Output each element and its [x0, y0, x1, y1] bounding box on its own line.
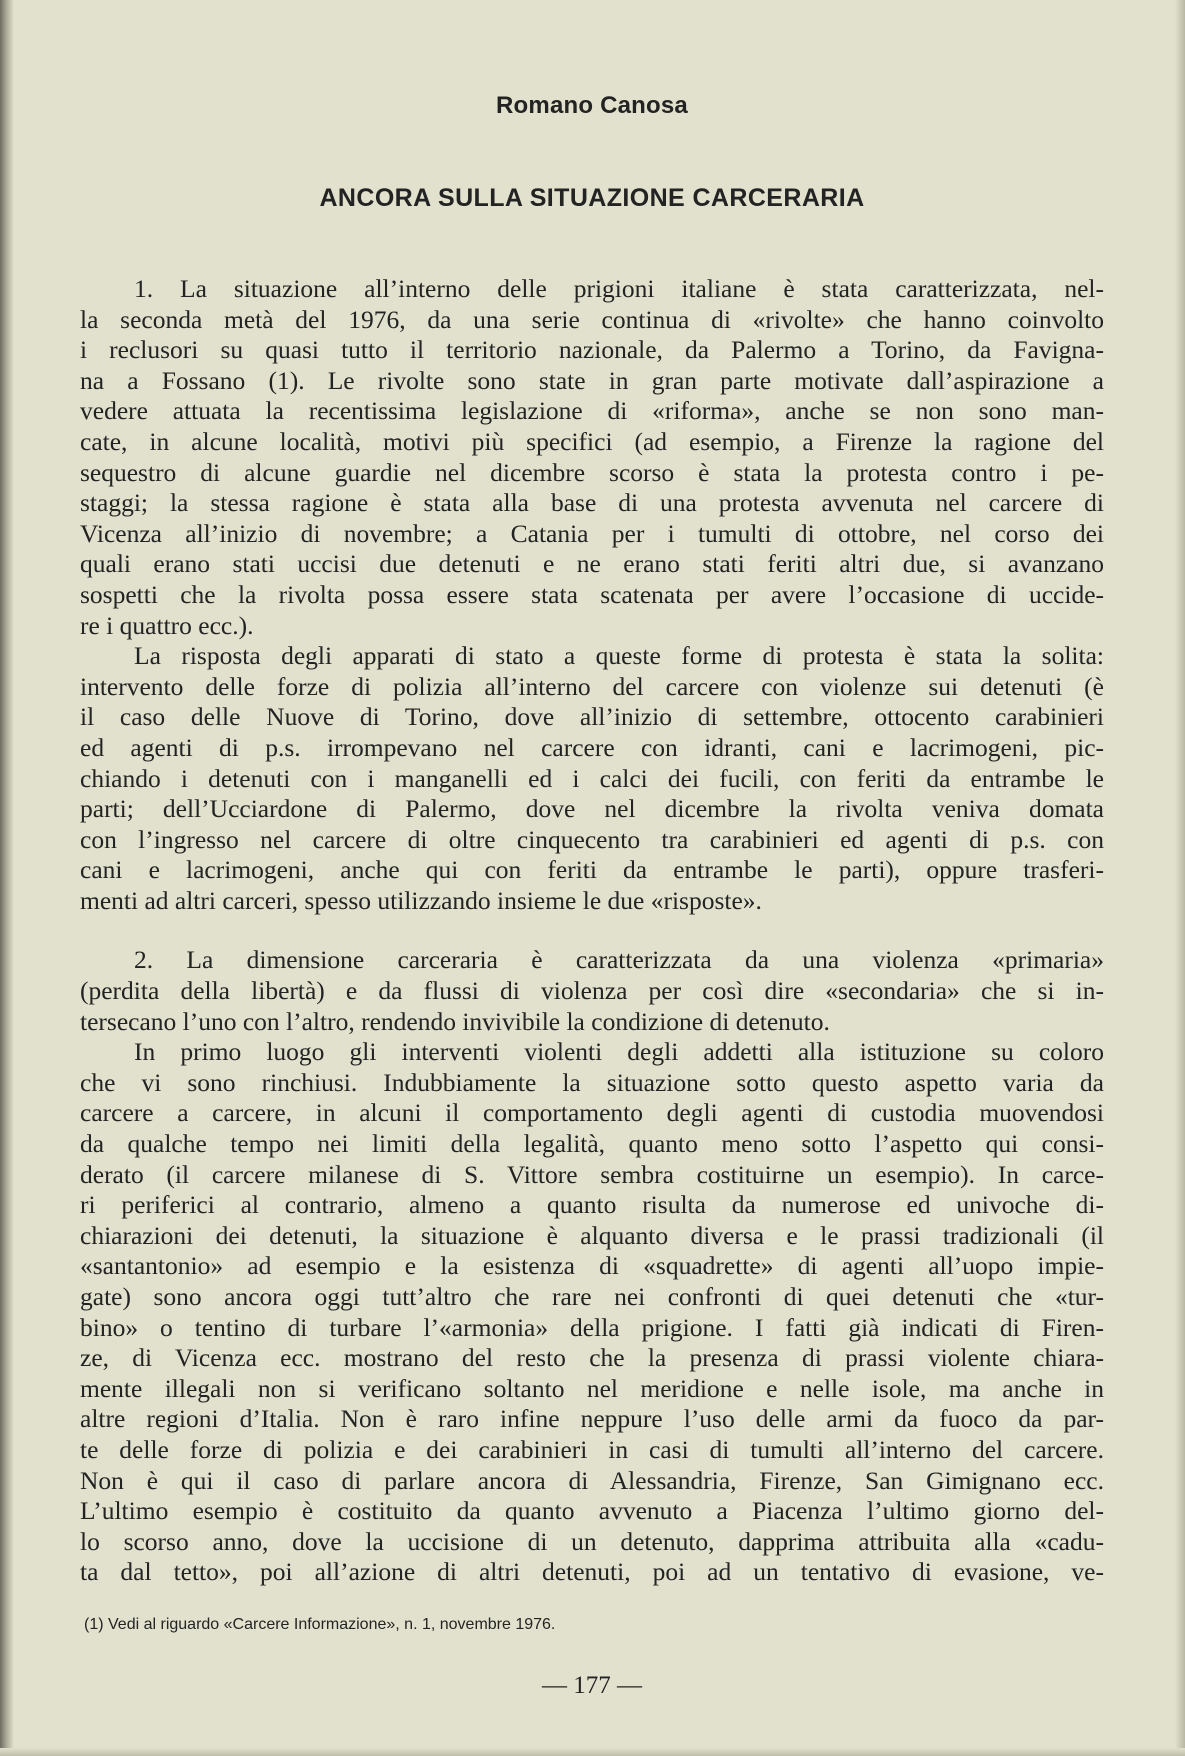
text-line: La risposta degli apparati di stato a queste forme di protesta è stata la solita:: [134, 641, 1104, 671]
footnote: (1) Vedi al riguardo «Carcere Informazione», n. 1, novembre 1976.: [84, 1616, 556, 1633]
text-line: sequestro di alcune guardie nel dicembre scorso è stata la protesta contro i pe-: [80, 457, 1104, 487]
text-line: che vi sono rinchiusi. Indubbiamente la situazione sotto questo aspetto varia da: [80, 1067, 1104, 1097]
text-line: mente illegali non si verificano soltanto nel meridione e nelle isole, ma anche in: [80, 1373, 1104, 1403]
page-number: — 177 —: [542, 1672, 642, 1699]
scan-edge-right: [1175, 0, 1185, 1756]
text-line: 1. La situazione all’interno delle prigioni italiane è stata caratterizzata, nel-: [134, 274, 1104, 303]
text-line: re i quattro ecc.).: [80, 610, 254, 640]
text-line: i reclusori su quasi tutto il territorio nazionale, da Palermo a Torino, da Favigna-: [80, 335, 1104, 365]
scan-edge-left: [0, 0, 14, 1756]
text-line: ri periferici al contrario, almeno a quanto risulta da numerose ed univoche di-: [80, 1190, 1104, 1220]
text-line: L’ultimo esempio è costituito da quanto avvenuto a Piacenza l’ultimo giorno del-: [80, 1496, 1104, 1526]
paragraph-3: [80, 945, 1104, 1037]
text-line: bino» o tentino di turbare l’«armonia» della prigione. I fatti già indicati di Firen-: [80, 1312, 1104, 1342]
text-line: In primo luogo gli interventi violenti degli addetti alla istituzione su coloro: [134, 1037, 1104, 1067]
paragraph-2: [80, 641, 1104, 916]
text-line: cani e lacrimogeni, anche qui con feriti da entrambe le parti), oppure trasferi-: [80, 855, 1104, 885]
text-line: intervento delle forze di polizia all’interno del carcere con violenze sui detenuti (è: [80, 671, 1104, 701]
text-line: 2. La dimensione carceraria è caratterizzata da una violenza «primaria»: [134, 945, 1104, 975]
text-line: na a Fossano (1). Le rivolte sono state in gran parte motivate dall’aspirazione a: [80, 365, 1104, 395]
text-line: chiarazioni dei detenuti, la situazione è alquanto diversa e le prassi tradizionali (il: [80, 1220, 1104, 1250]
text-line: con l’ingresso nel carcere di oltre cinquecento tra carabinieri ed agenti di p.s. con: [80, 824, 1104, 854]
text-line: staggi; la stessa ragione è stata alla base di una protesta avvenuta nel carcere di: [80, 488, 1104, 518]
text-line: cate, in alcune località, motivi più specifici (ad esempio, a Firenze la ragione del: [80, 426, 1104, 456]
text-line: carcere a carcere, in alcuni il comportamento degli agenti di custodia muovendosi: [80, 1098, 1104, 1128]
text-line: da qualche tempo nei limiti della legalità, quanto meno sotto l’aspetto qui consi-: [80, 1129, 1104, 1159]
text-line: ed agenti di p.s. irrompevano nel carcere con idranti, cani e lacrimogeni, pic-: [80, 732, 1104, 762]
text-line: «santantonio» ad esempio e la esistenza di «squadrette» di agenti all’uopo impie-: [80, 1251, 1104, 1281]
text-line: quali erano stati uccisi due detenuti e ne erano stati feriti altri due, si avanzano: [80, 549, 1104, 579]
text-line: il caso delle Nuove di Torino, dove all’inizio di settembre, ottocento carabinieri: [80, 702, 1104, 732]
text-line: parti; dell’Ucciardone di Palermo, dove nel dicembre la rivolta veniva domata: [80, 794, 1104, 824]
text-line: menti ad altri carceri, spesso utilizzando insieme le due «risposte».: [80, 885, 762, 915]
text-line: sospetti che la rivolta possa essere stata scatenata per avere l’occasione di uccide-: [80, 579, 1104, 609]
article-title: ANCORA SULLA SITUAZIONE CARCERARIA: [319, 184, 865, 212]
text-line: te delle forze di polizia e dei carabinieri in casi di tumulti all’interno del carcere.: [80, 1434, 1104, 1464]
author-name: Romano Canosa: [496, 92, 688, 119]
text-line: Non è qui il caso di parlare ancora di Alessandria, Firenze, San Gimignano ecc.: [80, 1465, 1104, 1495]
text-line: Vicenza all’inizio di novembre; a Catania per i tumulti di ottobre, nel corso dei: [80, 518, 1104, 548]
article-body: [80, 274, 1104, 1588]
section-gap: [80, 916, 1104, 945]
text-line: ze, di Vicenza ecc. mostrano del resto che la presenza di prassi violente chiara-: [80, 1343, 1104, 1373]
text-line: chiando i detenuti con i manganelli ed i calci dei fucili, con feriti da entrambe le: [80, 763, 1104, 793]
text-line: derato (il carcere milanese di S. Vittore sembra costituirne un esempio). In carce-: [80, 1159, 1104, 1189]
paragraph-4: [80, 1037, 1104, 1588]
paragraph-1: [80, 274, 1104, 641]
text-line: lo scorso anno, dove la uccisione di un detenuto, dapprima attribuita alla «cadu-: [80, 1526, 1104, 1556]
text-line: gate) sono ancora oggi tutt’altro che rare nei confronti di quei detenuti che «tur-: [80, 1282, 1104, 1311]
text-line: (perdita della libertà) e da flussi di violenza per così dire «secondaria» che si in-: [80, 976, 1104, 1006]
text-line: la seconda metà del 1976, da una serie continua di «rivolte» che hanno coinvolto: [80, 304, 1104, 334]
text-line: altre regioni d’Italia. Non è raro infine neppure l’uso delle armi da fuoco da par-: [80, 1404, 1104, 1434]
text-line: vedere attuata la recentissima legislazione di «riforma», anche se non sono man-: [80, 396, 1104, 426]
text-line: ta dal tetto», poi all’azione di altri detenuti, poi ad un tentativo di evasione, ve-: [80, 1557, 1104, 1587]
text-line: tersecano l’uno con l’altro, rendendo invivibile la condizione di detenuto.: [80, 1006, 830, 1036]
page: [80, 0, 1104, 1756]
